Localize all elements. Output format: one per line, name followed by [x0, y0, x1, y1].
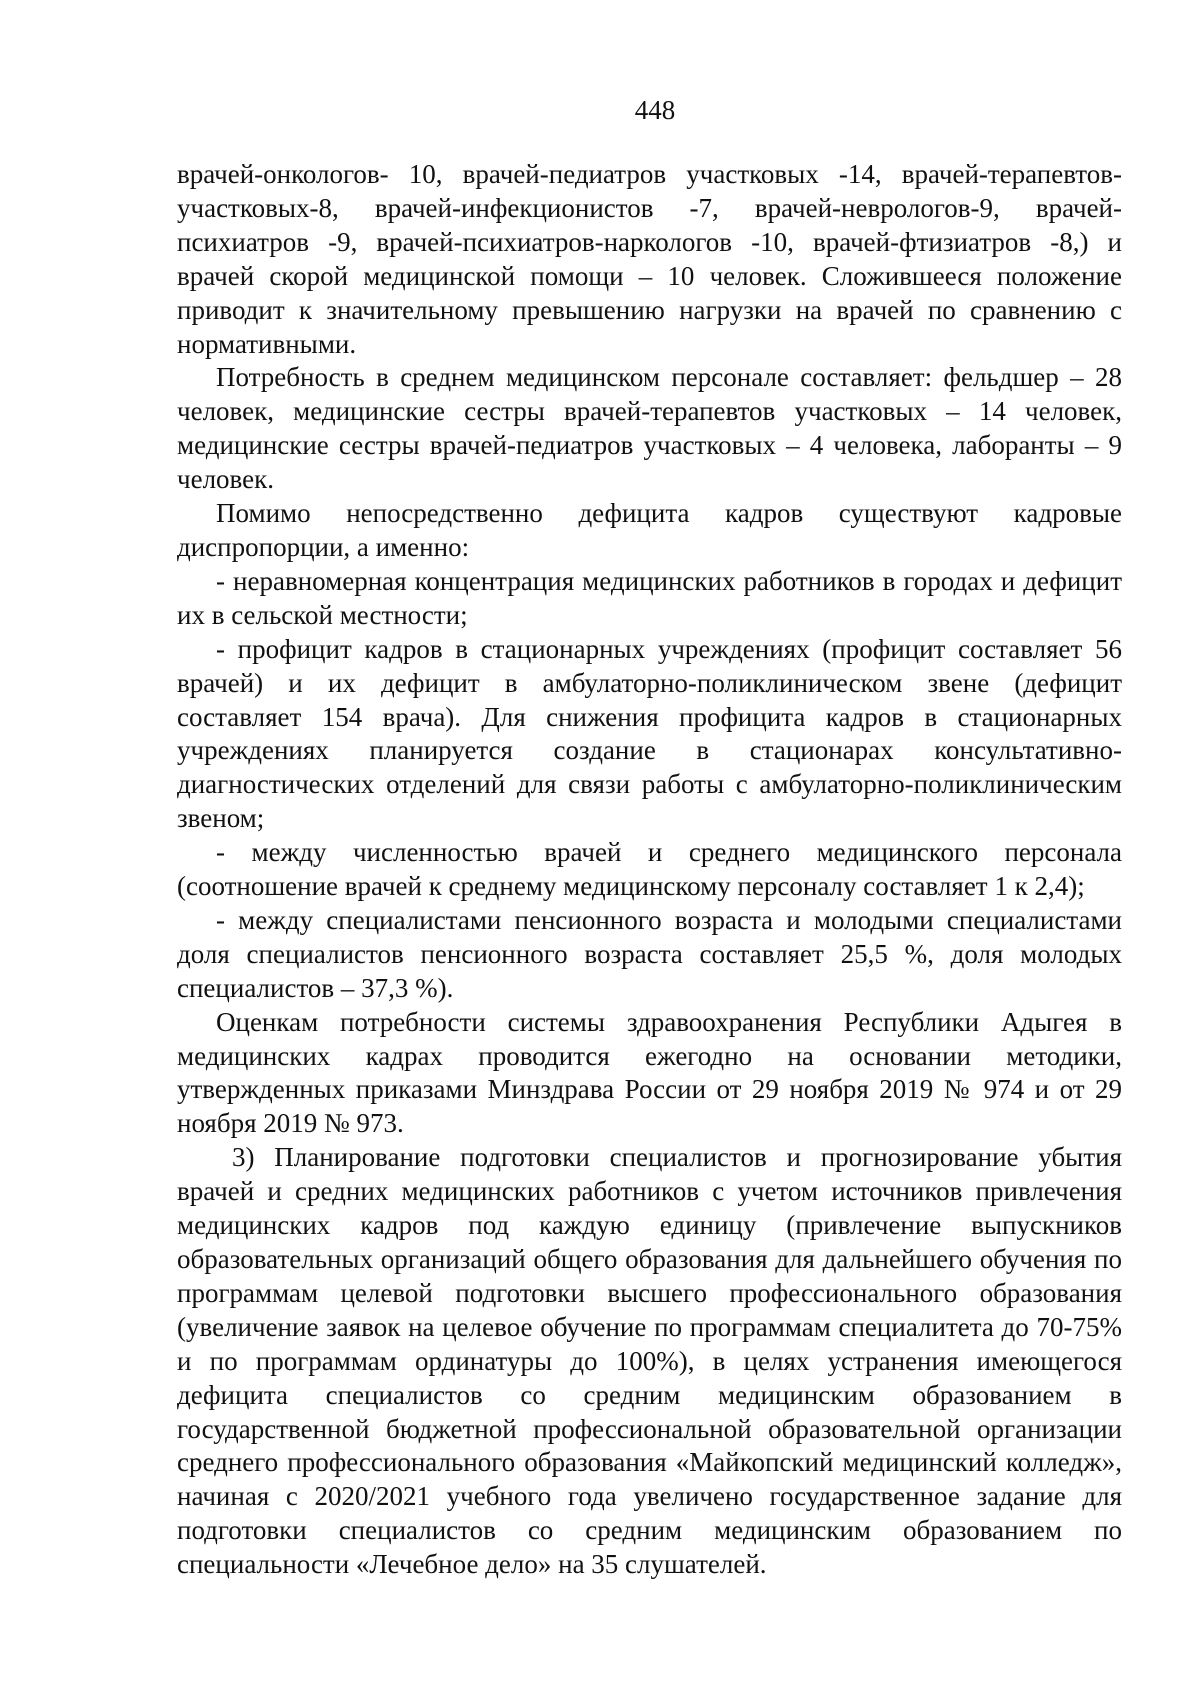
list-item-inpatient-surplus: - профицит кадров в стационарных учреждениях (профицит составляет 56 врачей) и их дефицит в амбулаторно-поликлиническом звене (дефицит составляет 154 врача). Для снижения профицита кадров в стационарных учреждениях планируется создание в стационарах консультативно-диагностических отделений для связи работы с амбулаторно-поликлиническим звеном; [177, 633, 1122, 834]
list-item-doctor-nurse-ratio: - между численностью врачей и среднего медицинского персонала (соотношение врачей к среднему медицинскому персоналу составляет 1 к 2,4); [177, 837, 1122, 902]
list-item-urban-rural-concentration: - неравномерная концентрация медицинских работников в городах и дефицит их в сельской местности; [177, 565, 1122, 630]
paragraph-doctor-shortage-continuation: врачей-онкологов- 10, врачей-педиатров участковых -14, врачей-терапевтов-участковых-8, врачей-инфекционистов -7, врачей-неврологов-9, врачей-психиатров -9, врачей-психиатров-наркологов -10, врачей-фтизиатров -8,) и врачей скорой медицинской помощи – 10 человек. Сложившееся положение приводит к значительному превышению нагрузки на врачей по сравнению с нормативными. [177, 159, 1122, 359]
page-number: 448 [634, 95, 676, 125]
body-text [177, 158, 1122, 1582]
paragraph-needs-assessment: Оценкам потребности системы здравоохранения Республики Адыгея в медицинских кадрах проводится ежегодно на основании методики, утвержденных приказами Минздрава России от 29 ноября 2019 № 974 и от 29 ноября 2019 № 973. [177, 1006, 1122, 1139]
paragraph-staff-disproportions-intro: Помимо непосредственно дефицита кадров существуют кадровые диспропорции, а именно: [177, 498, 1122, 562]
list-item-age-structure: - между специалистами пенсионного возраста и молодыми специалистами доля специалистов пенсионного возраста составляет 25,5 %, доля молодых специалистов – 37,3 %). [177, 904, 1122, 1003]
paragraph-nursing-staff-need: Потребность в среднем медицинском персонале составляет: фельдшер – 28 человек, медицинские сестры врачей-терапевтов участковых – 14 человек, медицинские сестры врачей-педиатров участковых – 4 человека, лаборанты – 9 человек. [177, 362, 1122, 495]
paragraph-item-3-training-planning: 3) Планирование подготовки специалистов и прогнозирование убытия врачей и средних медицинских работников с учетом источников привлечения медицинских кадров под каждую единицу (привлечение выпускников образовательных организаций общего образования для дальнейшего обучения по программам целевой подготовки высшего профессионального образования (увеличение заявок на целевое обучение по программам специалитета до 70-75% и по программам ординатуры до 100%), в целях устранения имеющегося дефицита специалистов со средним медицинским образованием в государственной бюджетной профессиональной образовательной организации среднего профессионального образования «Майкопский медицинский колледж», начиная с 2020/2021 учебного года увеличено государственное задание для подготовки специалистов со средним медицинским образованием по специальности «Лечебное дело» на 35 слушателей. [177, 1142, 1122, 1580]
